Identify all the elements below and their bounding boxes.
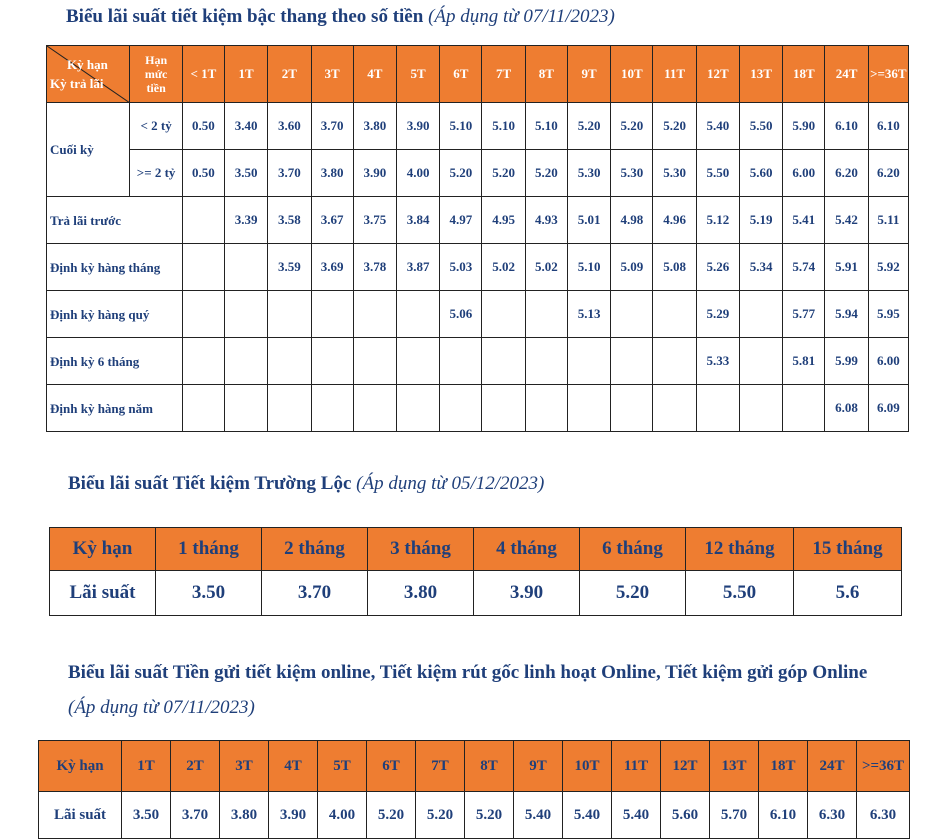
rate-cell: 5.33 — [696, 338, 739, 385]
rate-cell: 6.20 — [868, 150, 908, 197]
term-header-gte-36t: >=36T — [868, 46, 908, 103]
rate-cell — [653, 338, 696, 385]
rate-cell: 3.50 — [122, 792, 171, 839]
rate-cell — [440, 385, 482, 432]
term-header-3t: 3T — [311, 46, 353, 103]
term-header-7t: 7T — [416, 741, 465, 792]
rate-cell: 4.00 — [396, 150, 439, 197]
rate-cell: 3.78 — [353, 244, 396, 291]
table1-title-text: Biểu lãi suất tiết kiệm bậc thang theo số tiền — [66, 6, 424, 27]
rate-cell: 3.90 — [396, 103, 439, 150]
rate-cell — [482, 385, 525, 432]
row-label: Trả lãi trước — [47, 197, 183, 244]
table-row — [47, 103, 909, 150]
row-label-cuoi-ky: Cuối kỳ — [47, 103, 130, 197]
term-header-lt-1t: < 1T — [182, 46, 224, 103]
online-savings-table — [38, 740, 910, 839]
rate-cell: 5.92 — [868, 244, 908, 291]
rate-cell: 5.10 — [525, 103, 567, 150]
rate-cell: 5.20 — [653, 103, 696, 150]
term-header-2t: 2T — [268, 46, 311, 103]
rate-cell: 5.29 — [696, 291, 739, 338]
term-header-11t: 11T — [612, 741, 661, 792]
term-header-18t: 18T — [783, 46, 825, 103]
term-header-24t: 24T — [808, 741, 857, 792]
rate-cell: 5.70 — [710, 792, 759, 839]
rate-cell: 5.50 — [686, 571, 794, 616]
table-row — [47, 150, 909, 197]
rate-cell: 3.80 — [220, 792, 269, 839]
rate-cell: 5.34 — [739, 244, 782, 291]
term-header-4-th-ng: 4 tháng — [474, 528, 580, 571]
rate-cell: 5.41 — [783, 197, 825, 244]
table3-note: (Áp dụng từ 07/11/2023) — [68, 697, 255, 718]
rate-cell: 5.20 — [465, 792, 514, 839]
rate-cell: 5.94 — [825, 291, 868, 338]
rate-cell — [225, 385, 268, 432]
rate-cell: 5.20 — [482, 150, 525, 197]
rate-cell: 3.39 — [225, 197, 268, 244]
rate-cell — [353, 291, 396, 338]
diagonal-line — [47, 46, 130, 103]
rate-cell: 3.58 — [268, 197, 311, 244]
rate-cell: 6.10 — [759, 792, 808, 839]
table2-title-text: Biểu lãi suất Tiết kiệm Trường Lộc — [68, 473, 352, 494]
term-header-5t: 5T — [396, 46, 439, 103]
rate-cell — [353, 338, 396, 385]
term-header-2t: 2T — [171, 741, 220, 792]
rate-cell: 5.30 — [567, 150, 610, 197]
table1-note: (Áp dụng từ 07/11/2023) — [428, 6, 615, 27]
truong-loc-savings-table — [49, 527, 902, 616]
rate-cell: 4.96 — [653, 197, 696, 244]
amount-limit-cell: >= 2 tỷ — [130, 150, 182, 197]
rate-cell: 3.80 — [353, 103, 396, 150]
rate-cell: 6.10 — [825, 103, 868, 150]
rate-cell — [525, 291, 567, 338]
rate-cell: 3.70 — [311, 103, 353, 150]
rate-cell — [653, 385, 696, 432]
rate-cell: 5.12 — [696, 197, 739, 244]
rate-cell: 5.74 — [783, 244, 825, 291]
rate-cell — [482, 291, 525, 338]
rate-cell: 6.00 — [868, 338, 908, 385]
table2-note: (Áp dụng từ 05/12/2023) — [356, 473, 545, 494]
rate-cell — [696, 385, 739, 432]
amount-limit-cell: < 2 tỷ — [130, 103, 182, 150]
term-header-8t: 8T — [465, 741, 514, 792]
term-header-12-th-ng: 12 tháng — [686, 528, 794, 571]
rate-cell: 5.40 — [696, 103, 739, 150]
rate-cell — [353, 385, 396, 432]
term-header-2-th-ng: 2 tháng — [262, 528, 368, 571]
rate-cell — [396, 385, 439, 432]
rate-cell: 5.77 — [783, 291, 825, 338]
rate-cell: 5.30 — [653, 150, 696, 197]
rate-cell: 4.95 — [482, 197, 525, 244]
rate-cell: 5.40 — [563, 792, 612, 839]
rate-cell: 5.60 — [661, 792, 710, 839]
rate-cell — [396, 338, 439, 385]
rate-row-label: Lãi suất — [50, 571, 156, 616]
rate-cell: 5.19 — [739, 197, 782, 244]
row-label: Định kỳ hàng tháng — [47, 244, 183, 291]
rate-cell — [440, 338, 482, 385]
term-header-12t: 12T — [696, 46, 739, 103]
rate-cell: 3.90 — [269, 792, 318, 839]
term-header-24t: 24T — [825, 46, 868, 103]
rate-cell: 3.50 — [156, 571, 262, 616]
rate-cell: 5.26 — [696, 244, 739, 291]
corner-payment-label: Kỳ trả lãi — [50, 76, 104, 91]
rate-cell: 6.20 — [825, 150, 868, 197]
rate-cell: 6.09 — [868, 385, 908, 432]
rate-cell: 5.6 — [794, 571, 902, 616]
rate-cell — [653, 291, 696, 338]
rate-cell: 5.02 — [482, 244, 525, 291]
rate-cell: 0.50 — [182, 103, 224, 150]
rate-cell: 4.00 — [318, 792, 367, 839]
rate-cell — [739, 385, 782, 432]
table-row — [47, 291, 909, 338]
rate-cell: 4.98 — [611, 197, 653, 244]
term-header-10t: 10T — [563, 741, 612, 792]
term-header-7t: 7T — [482, 46, 525, 103]
rate-cell — [225, 291, 268, 338]
rate-cell — [268, 338, 311, 385]
term-header-9t: 9T — [567, 46, 610, 103]
rate-cell: 5.20 — [580, 571, 686, 616]
rate-cell: 6.30 — [857, 792, 910, 839]
rate-cell — [182, 197, 224, 244]
term-header-5t: 5T — [318, 741, 367, 792]
rate-cell: 5.20 — [611, 103, 653, 150]
rate-cell: 3.87 — [396, 244, 439, 291]
rate-cell: 3.90 — [474, 571, 580, 616]
term-header-4t: 4T — [353, 46, 396, 103]
table-row — [47, 338, 909, 385]
rate-cell: 5.11 — [868, 197, 908, 244]
table-row — [47, 385, 909, 432]
rate-cell: 5.50 — [739, 103, 782, 150]
rate-cell: 3.90 — [353, 150, 396, 197]
rate-cell: 5.40 — [612, 792, 661, 839]
tiered-savings-rate-table — [46, 45, 909, 432]
rate-cell: 0.50 — [182, 150, 224, 197]
term-header-4t: 4T — [269, 741, 318, 792]
rate-cell: 5.91 — [825, 244, 868, 291]
rate-cell: 6.08 — [825, 385, 868, 432]
rate-cell — [567, 385, 610, 432]
rate-cell: 5.03 — [440, 244, 482, 291]
rate-cell: 3.70 — [262, 571, 368, 616]
rate-cell — [525, 385, 567, 432]
rate-cell: 4.97 — [440, 197, 482, 244]
rate-cell: 6.30 — [808, 792, 857, 839]
rate-cell — [182, 244, 224, 291]
rate-cell: 3.84 — [396, 197, 439, 244]
row-label: Định kỳ 6 tháng — [47, 338, 183, 385]
corner-header-cell — [47, 46, 130, 103]
term-header-1t: 1T — [122, 741, 171, 792]
rate-cell: 5.20 — [367, 792, 416, 839]
rate-cell: 3.69 — [311, 244, 353, 291]
row-label: Định kỳ hàng quý — [47, 291, 183, 338]
term-header-3-th-ng: 3 tháng — [368, 528, 474, 571]
term-header-9t: 9T — [514, 741, 563, 792]
rate-cell: 5.20 — [440, 150, 482, 197]
term-header-13t: 13T — [739, 46, 782, 103]
table1-title — [66, 6, 615, 28]
row-label: Định kỳ hàng năm — [47, 385, 183, 432]
rate-cell — [182, 338, 224, 385]
rate-cell: 5.99 — [825, 338, 868, 385]
rate-cell: 6.00 — [783, 150, 825, 197]
rate-cell — [182, 291, 224, 338]
rate-cell — [611, 338, 653, 385]
rate-cell: 3.80 — [311, 150, 353, 197]
rate-cell — [783, 385, 825, 432]
rate-cell — [311, 338, 353, 385]
rate-cell: 3.80 — [368, 571, 474, 616]
term-header-13t: 13T — [710, 741, 759, 792]
term-header-1t: 1T — [225, 46, 268, 103]
rate-cell — [225, 338, 268, 385]
rate-cell — [311, 385, 353, 432]
rate-cell: 4.93 — [525, 197, 567, 244]
term-header-3t: 3T — [220, 741, 269, 792]
rate-cell: 3.70 — [268, 150, 311, 197]
term-header-18t: 18T — [759, 741, 808, 792]
rate-cell: 5.02 — [525, 244, 567, 291]
term-header-gte-36t: >=36T — [857, 741, 910, 792]
limit-header-cell — [130, 46, 182, 103]
rate-cell: 5.95 — [868, 291, 908, 338]
corner-term-label: Kỳ hạn — [67, 57, 108, 72]
rate-cell — [311, 291, 353, 338]
rate-cell — [739, 291, 782, 338]
limit-header-line-1: Hạn — [145, 53, 168, 67]
rate-cell — [482, 338, 525, 385]
term-header-label: Kỳ hạn — [39, 741, 122, 792]
rate-cell: 3.67 — [311, 197, 353, 244]
rate-cell: 3.50 — [225, 150, 268, 197]
limit-header-line-3: tiền — [146, 81, 166, 95]
rate-cell: 5.08 — [653, 244, 696, 291]
rate-cell: 3.60 — [268, 103, 311, 150]
rate-cell — [225, 244, 268, 291]
table-row — [47, 244, 909, 291]
rate-cell: 5.81 — [783, 338, 825, 385]
limit-header-line-2: mức — [144, 67, 168, 81]
term-header-10t: 10T — [611, 46, 653, 103]
term-header-label: Kỳ hạn — [50, 528, 156, 571]
rate-cell — [611, 291, 653, 338]
rate-cell: 5.60 — [739, 150, 782, 197]
rate-cell — [525, 338, 567, 385]
rate-cell: 5.20 — [567, 103, 610, 150]
table-row — [47, 197, 909, 244]
rate-cell: 5.10 — [440, 103, 482, 150]
rate-cell: 3.70 — [171, 792, 220, 839]
rate-cell: 5.10 — [482, 103, 525, 150]
rate-cell: 3.59 — [268, 244, 311, 291]
rate-cell: 5.50 — [696, 150, 739, 197]
term-header-12t: 12T — [661, 741, 710, 792]
table2-title — [68, 473, 544, 495]
rate-cell — [182, 385, 224, 432]
table3-title: Biểu lãi suất Tiền gửi tiết kiệm online, Tiết kiệm rút gốc linh hoạt Online, Tiết kiệm gửi góp Online — [68, 662, 868, 683]
rate-cell — [611, 385, 653, 432]
term-header-1-th-ng: 1 tháng — [156, 528, 262, 571]
rate-cell: 5.42 — [825, 197, 868, 244]
rate-row-label: Lãi suất — [39, 792, 122, 839]
rate-cell: 5.13 — [567, 291, 610, 338]
term-header-8t: 8T — [525, 46, 567, 103]
term-header-15-th-ng: 15 tháng — [794, 528, 902, 571]
rate-cell: 3.40 — [225, 103, 268, 150]
rate-cell: 3.75 — [353, 197, 396, 244]
rate-cell — [268, 385, 311, 432]
rate-cell: 5.20 — [416, 792, 465, 839]
rate-cell: 5.06 — [440, 291, 482, 338]
rate-cell: 5.20 — [525, 150, 567, 197]
term-header-6-th-ng: 6 tháng — [580, 528, 686, 571]
term-header-11t: 11T — [653, 46, 696, 103]
rate-cell: 5.90 — [783, 103, 825, 150]
rate-cell — [268, 291, 311, 338]
rate-cell: 5.09 — [611, 244, 653, 291]
rate-cell: 5.40 — [514, 792, 563, 839]
rate-cell: 5.30 — [611, 150, 653, 197]
rate-cell — [739, 338, 782, 385]
rate-cell: 5.10 — [567, 244, 610, 291]
term-header-6t: 6T — [367, 741, 416, 792]
rate-cell: 6.10 — [868, 103, 908, 150]
term-header-6t: 6T — [440, 46, 482, 103]
rate-cell: 5.01 — [567, 197, 610, 244]
rate-cell — [567, 338, 610, 385]
rate-cell — [396, 291, 439, 338]
